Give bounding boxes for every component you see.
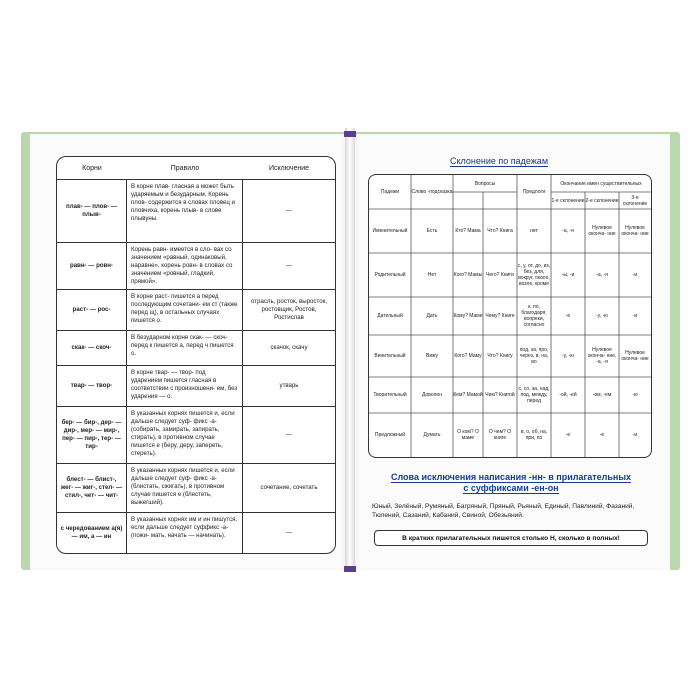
ending-decl2-cell: -у, -ю bbox=[596, 313, 608, 319]
case-cell: Творительный bbox=[373, 392, 407, 398]
declension-table bbox=[368, 174, 652, 458]
roots-cell: равн- — ровн- bbox=[57, 243, 127, 289]
rule-cell: В безударном корне скак- — скоч- перед к пишется а, перед ч пишется о. bbox=[127, 331, 243, 365]
header-rule: Правило bbox=[170, 164, 200, 172]
roots-cell: плав- — плов- — плыв- bbox=[57, 180, 127, 242]
bookmark-ribbon-top bbox=[344, 131, 356, 137]
helper-cell: Есть bbox=[426, 228, 438, 234]
header-exception: Исключение bbox=[268, 164, 310, 172]
rule-cell: Корень равн- имеется в сло- вах со значением «равный, одинаковый, наравне», корень ровн- в словах со значением «ровный, гладкий, прямой». bbox=[127, 243, 243, 289]
table-row bbox=[57, 407, 335, 464]
roots-cell: блест- — блист-, жег- — жиг-, стел- — стил-, чет- — чит- bbox=[57, 464, 127, 512]
rule-cell: В корне раст- пишется а перед последующим сочетани- ем ст (также перед щ), в остальных случаях пишется о. bbox=[127, 290, 243, 330]
case-cell: Родительный bbox=[374, 272, 406, 278]
question-who-cell: Кому? Маме bbox=[453, 313, 483, 319]
ending-decl2-cell: -е bbox=[599, 432, 605, 438]
helper-cell: Думать bbox=[423, 432, 441, 438]
header-roots: Корни bbox=[82, 164, 102, 172]
declension-title: Склонение по падежам bbox=[450, 156, 549, 166]
table-row bbox=[57, 513, 335, 553]
roots-cell: раст- — рос- bbox=[57, 290, 127, 330]
case-cell: Винительный bbox=[374, 353, 406, 359]
ending-decl3-cell: -и bbox=[632, 432, 638, 438]
table-row bbox=[57, 331, 335, 366]
roots-cell: твар- — твор- bbox=[57, 366, 127, 406]
roots-cell: с чередованием а(я) — им, а — ин bbox=[57, 513, 127, 553]
helper-cell: Доволен bbox=[422, 392, 442, 398]
right-page bbox=[350, 134, 670, 570]
ending-decl2-cell: -ом, -ем bbox=[592, 392, 612, 398]
rule-box: В кратких прилагательных пишется столько Н, сколько в полных! bbox=[374, 530, 648, 546]
ending-decl3-cell: Нулевое оконча- ние bbox=[621, 350, 649, 362]
table-row bbox=[57, 243, 335, 290]
ending-decl2-cell: -а, -я bbox=[596, 272, 608, 278]
header-decl3: 3-е склонение bbox=[622, 194, 648, 207]
header-case: Падежи bbox=[380, 189, 400, 195]
prepositions-cell: с, у, от, до, из, без, для, вокруг, около, возле, кроме bbox=[517, 263, 551, 287]
case-cell: Предложный bbox=[374, 432, 406, 438]
question-what-cell: Чему? Книге bbox=[485, 313, 515, 319]
prepositions-cell: в, о, об, на, при, по bbox=[520, 429, 548, 441]
prepositions-cell: к, по, благодаря, вопреки, согласно bbox=[521, 304, 547, 328]
exception-cell: сочетание, сочетать bbox=[260, 484, 318, 491]
roots-table-header bbox=[57, 157, 335, 180]
prepositions-cell: нет bbox=[530, 228, 538, 234]
prepositions-cell: с, со, за, над, под, между, перед bbox=[518, 386, 550, 404]
table-row bbox=[57, 366, 335, 407]
header-helper: Слово -подсказка bbox=[411, 189, 453, 195]
ending-decl3-cell: Нулевое оконча- ние bbox=[621, 225, 649, 237]
ending-decl1-cell: -ы, -и bbox=[561, 272, 575, 278]
ending-decl1-cell: -у, -ю bbox=[562, 353, 574, 359]
case-cell: Именительный bbox=[372, 228, 408, 234]
prepositions-cell: под, за, про, через, в, на, во bbox=[519, 347, 549, 365]
question-what-cell: Чем? Книгой bbox=[485, 392, 515, 398]
exception-cell: утварь bbox=[279, 382, 299, 389]
ending-decl1-cell: -е bbox=[565, 313, 571, 319]
helper-cell: Вижу bbox=[425, 353, 439, 359]
exception-cell: отрасль, росток, выросток, ростовщик, Ростов, Ростислав bbox=[251, 298, 327, 321]
table-row bbox=[57, 464, 335, 513]
exceptions-title-line1: Слова исключения написания -нн- в прилагательных bbox=[390, 472, 632, 482]
roots-table bbox=[56, 156, 336, 554]
rule-cell: В корне плав- гласная а может быть ударяемым и безударным. Корень плов- содержится в словах пловец и пловчиха, корень плыв- в слове плывуны. bbox=[127, 180, 243, 242]
exception-cell: скачок, скачу bbox=[270, 344, 308, 351]
rule-cell: В указанных корнях пишется и, если дальше следует суф- фикс -а- (блистать, сжигать), в противном случае пишется е (блестеть, выжегший). bbox=[127, 464, 243, 512]
exceptions-title-line2: с суффиксами -ен-он bbox=[463, 483, 559, 493]
left-page bbox=[30, 134, 350, 570]
ending-decl2-cell: Нулевое оконча- ние bbox=[588, 225, 616, 237]
ending-decl3-cell: -и bbox=[632, 313, 638, 319]
ending-decl1-cell: -е bbox=[565, 432, 571, 438]
ending-decl3-cell: -ю bbox=[632, 392, 638, 398]
roots-cell: скак- — скоч- bbox=[57, 331, 127, 365]
header-endings: Окончание имен существительных bbox=[560, 180, 642, 187]
ending-decl3-cell: -и bbox=[632, 272, 638, 278]
rule-cell: В указанных корнях пишется и, если дальше следует суф- фикс -а- (собирать, замирать, запирать, стирать), в противном случае пишется е (беру, деру, запереть, стереть). bbox=[127, 407, 243, 463]
question-who-cell: О ком? О маме bbox=[457, 429, 479, 441]
question-who-cell: Кого? Мамы bbox=[453, 272, 483, 278]
bookmark-ribbon-bottom bbox=[344, 566, 356, 572]
exception-cell: — bbox=[285, 529, 293, 536]
case-cell: Дательный bbox=[377, 313, 403, 319]
question-who-cell: Кого? Маму bbox=[454, 353, 482, 359]
ending-decl1-cell: -а, -я bbox=[562, 228, 574, 234]
exception-cell: — bbox=[285, 207, 293, 214]
rule-cell: В корне твар- — твор- под ударением пишется гласная в соответствии с произношени- ем, без ударения — о. bbox=[127, 366, 243, 406]
helper-cell: Дать bbox=[426, 313, 438, 319]
ending-decl1-cell: -ой, -ей bbox=[559, 392, 577, 398]
question-what-cell: Чего? Книги bbox=[486, 272, 514, 278]
question-who-cell: Кем? Мамой bbox=[453, 392, 483, 398]
question-what-cell: О чем? О книге bbox=[488, 429, 512, 441]
ending-decl2-cell: Нулевое оконча- ние, -а, -я bbox=[587, 347, 617, 365]
book-spine bbox=[345, 128, 355, 572]
question-what-cell: Что? Книгу bbox=[487, 353, 513, 359]
header-decl2: 2-е склонение bbox=[585, 197, 619, 204]
exceptions-title bbox=[370, 472, 652, 494]
table-row bbox=[57, 180, 335, 243]
header-decl1: 1-е склонение bbox=[551, 197, 585, 204]
exception-cell: — bbox=[285, 431, 293, 438]
exceptions-words: Юный, Зелёный, Румяный, Багряный, Пряный, Рьяный, Единый, Павлиний, Фазаний, Тюлений, Сазаний, Кабаний, Свиной, Обезьяний. bbox=[372, 503, 635, 519]
question-what-cell: Что? Книга bbox=[487, 228, 513, 234]
header-prepositions: Предлоги bbox=[522, 189, 546, 195]
table-row bbox=[57, 290, 335, 331]
question-who-cell: Кто? Мама bbox=[455, 228, 481, 234]
helper-cell: Нет bbox=[427, 272, 437, 278]
roots-cell: бер- — бир-, дер- — дир-, мер- — мир-, пер- — пир-, тер- — тир- bbox=[57, 407, 127, 463]
rule-cell: В указанных корнях им и ин пишутся, если дальше следует суффикс -а- (пожи- мать, начать — начинать). bbox=[127, 513, 243, 553]
exception-cell: — bbox=[285, 262, 293, 269]
header-questions: Вопросы bbox=[474, 180, 496, 187]
